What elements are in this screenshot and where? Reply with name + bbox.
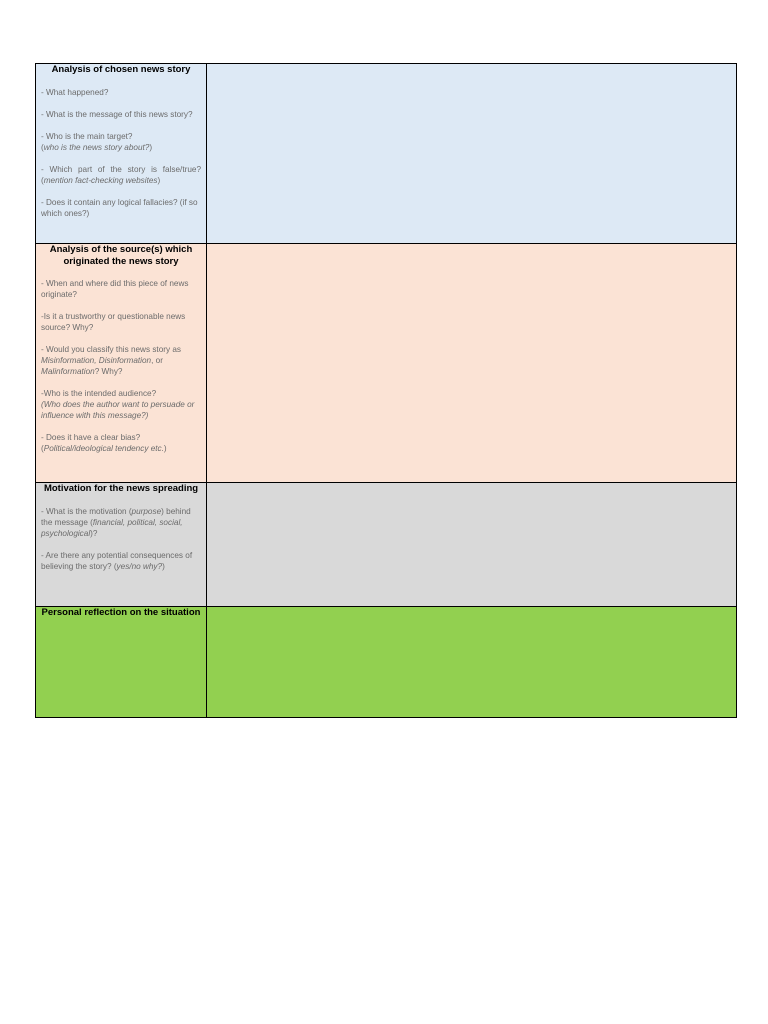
- answer-cell-news-story[interactable]: [207, 64, 736, 243]
- prompt-item: -Is it a trustworthy or questionable news source? Why?: [41, 312, 186, 332]
- prompt-text: - Which part of the story is false/true? (: [41, 164, 201, 185]
- prompt-text: - Would you classify this news story as: [41, 345, 181, 354]
- prompt-hint: purpose: [131, 506, 162, 516]
- prompt-hint: financial, political, social, psychological: [41, 517, 183, 538]
- prompt-item: - Does it have a clear bias? (Political/ideological tendency etc.): [41, 433, 167, 453]
- prompt-cell-news-story: [36, 64, 207, 243]
- prompt-text: -Who is the intended audience?: [41, 389, 157, 398]
- prompt-list: [41, 278, 201, 454]
- prompt-text: ): [162, 561, 165, 571]
- answer-cell-reflection[interactable]: [207, 607, 736, 717]
- prompt-list: [41, 87, 201, 219]
- prompt-text: - What is the motivation (: [41, 506, 132, 516]
- section-heading-news-story: Analysis of chosen news story: [51, 64, 191, 75]
- prompt-hint: (Who does the author want to persuade or influence with this message?): [41, 400, 195, 420]
- prompt-item: - When and where did this piece of news originate?: [41, 279, 189, 299]
- answer-cell-motivation[interactable]: [207, 483, 736, 606]
- prompt-text: - Are there any potential consequences of believing the story? (: [41, 550, 193, 571]
- prompt-cell-reflection: [36, 607, 207, 717]
- row-source-analysis: [36, 244, 736, 483]
- answer-cell-source[interactable]: [207, 244, 736, 482]
- row-news-story-analysis: [36, 64, 736, 244]
- analysis-worksheet-table: [35, 63, 737, 718]
- prompt-list: [41, 506, 201, 572]
- prompt-text: - Does it have a clear bias?: [41, 433, 141, 442]
- prompt-item: [41, 506, 201, 539]
- prompt-hint: who is the news story about?: [43, 142, 150, 152]
- row-personal-reflection: [36, 607, 736, 717]
- row-motivation: [36, 483, 736, 607]
- prompt-item: - Who is the main target? (who is the news story about?): [41, 131, 153, 152]
- prompt-cell-source: [36, 244, 207, 482]
- prompt-hint: Political/ideological tendency etc.: [43, 444, 164, 453]
- prompt-text: , or: [151, 356, 163, 365]
- prompt-hint: mention fact-checking websites: [43, 175, 158, 185]
- prompt-item: - Does it contain any logical fallacies? (if so which ones?): [41, 197, 198, 218]
- section-heading-reflection: Personal reflection on the situation: [41, 607, 201, 618]
- prompt-item: [41, 550, 201, 572]
- prompt-item: - What is the message of this news story?: [41, 109, 193, 119]
- prompt-item: - What happened?: [41, 87, 109, 97]
- prompt-text: - Who is the main target?: [41, 131, 133, 141]
- prompt-hint: Misinformation, Disinformation: [41, 356, 152, 365]
- prompt-hint: Malinformation: [41, 367, 95, 376]
- prompt-cell-motivation: [36, 483, 207, 606]
- prompt-item: - Which part of the story is false/true? (mention fact-checking websites): [41, 164, 201, 185]
- prompt-text: ) behind the message (: [41, 506, 191, 527]
- prompt-item: [41, 388, 201, 421]
- prompt-item: [41, 344, 201, 377]
- prompt-text: ? Why?: [94, 367, 123, 376]
- prompt-text: )?: [90, 528, 98, 538]
- prompt-hint: yes/no why?: [116, 561, 163, 571]
- section-heading-motivation: Motivation for the news spreading: [43, 483, 199, 494]
- section-heading-source: Analysis of the source(s) which originated the news story: [49, 244, 193, 267]
